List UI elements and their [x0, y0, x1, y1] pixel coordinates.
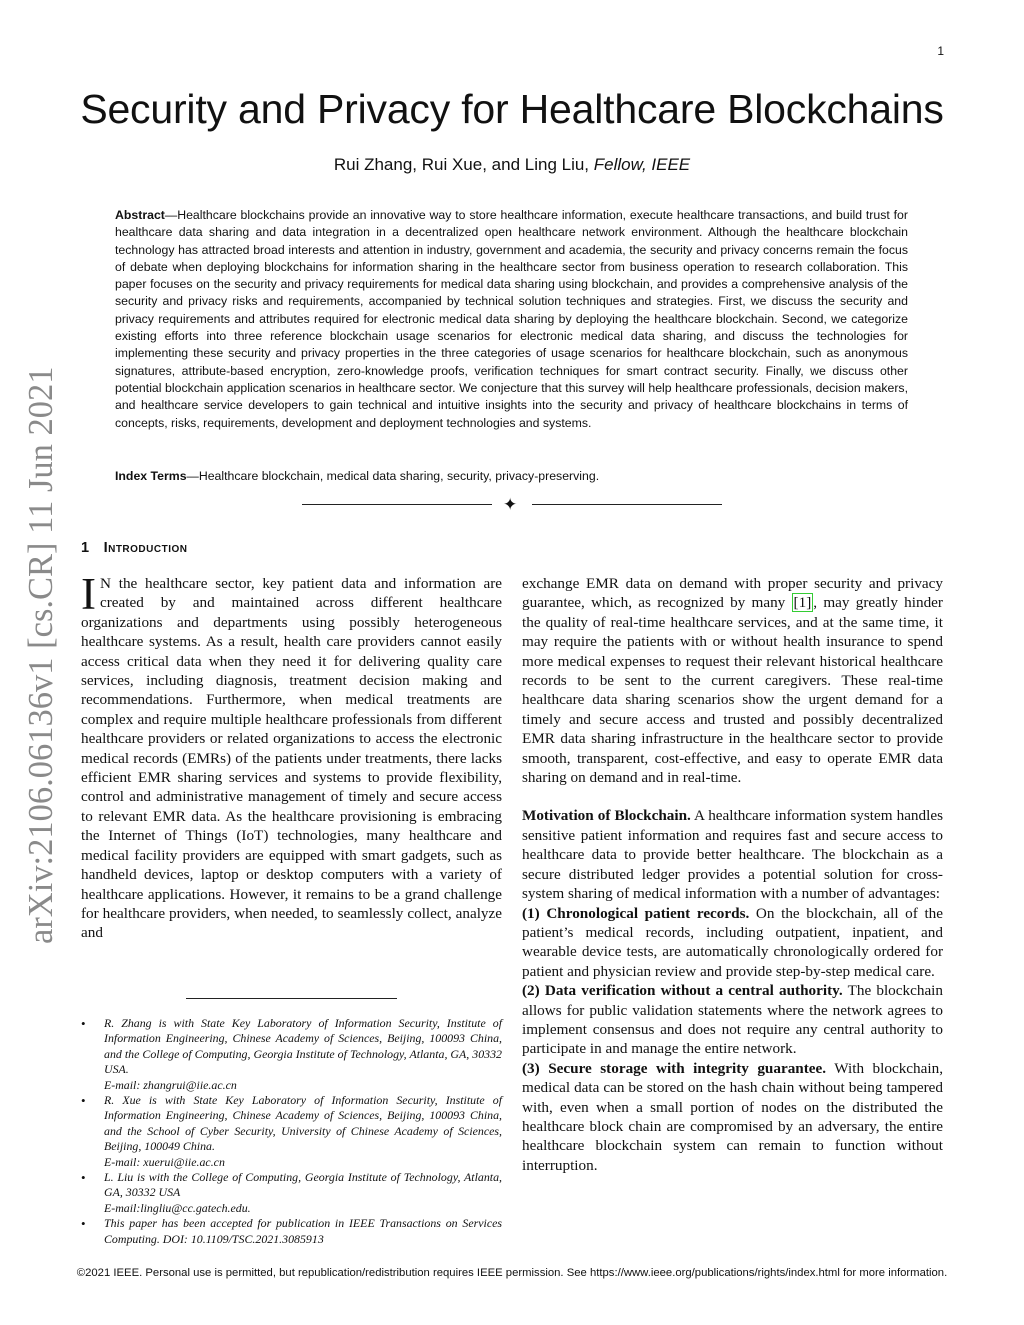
advantage-item [522, 981, 943, 1059]
footnote-text: This paper has been accepted for publication in IEEE Transactions on Services Computing. DOI: 10.1109/TSC.2021.3085913 [104, 1216, 502, 1246]
motivation-label: Motivation of Blockchain. [522, 807, 691, 825]
intro-right-text-a: exchange EMR data on demand with proper security and privacy guarantee, which, as recognized by many [522, 575, 943, 612]
divider-line-left [302, 504, 492, 505]
abstract [115, 207, 908, 432]
footnote-email: E-mail: xuerui@iie.ac.cn [104, 1154, 225, 1169]
intro-left-text: N the healthcare sector, key patient data and information are created by and maintained across different healthcare organizations and departments using possibly heterogeneous healthcare systems. As a result, health care providers cannot easily access critical data when they need it for delivering quality care services, including diagnosis, treatment decision making and recommendations. Furthermore, when medical treatments are complex and require multiple healthcare professionals from different healthcare providers or related organizations to access the electronic medical records (EMRs) of the patients under treatments, there lacks efficient EMR sharing services and systems to provide flexibility, control and administrative management of timely and secure access to relevant EMR data. As the healthcare provisioning is embracing the Internet of Things (IoT) technologies, many healthcare and medical facility providers are equipped with smart gadgets, such as handheld devices, laptop or desktop computers with a variety of healthcare applications. However, it remains to be a grand challenge for healthcare providers, when needed, to seamlessly collect, analyze and [81, 575, 502, 942]
footnote-item [81, 1216, 502, 1247]
index-terms-label: Index Terms [115, 469, 187, 483]
page-number: 1 [937, 44, 944, 58]
footnote-email: E-mail:lingliu@cc.gatech.edu. [104, 1200, 251, 1215]
arxiv-stamp: arXiv:2106.06136v1 [cs.CR] 11 Jun 2021 [22, 366, 60, 944]
index-terms [115, 469, 908, 483]
paragraph-gap [522, 787, 943, 806]
footnotes [81, 1016, 502, 1247]
intro-right-text-b: , may greatly hinder the quality of real-time healthcare services, and at the same time, it may require the patients with or without health insurance to spend more medical expenses to request their relevant historical healthcare records to be sent to the current caregivers. These real-time healthcare data sharing scenarios show the urgent demand for a timely and secure access and trusted and possibly decentralized EMR data sharing infrastructure in the healthcare sector to provide smooth, transparent, cost-effective, and easy to operate EMR data sharing on demand and in real-time. [522, 594, 943, 787]
footnote-item [81, 1093, 502, 1170]
author-role: Fellow, IEEE [593, 155, 691, 174]
divider-diamond-icon: ✦ [503, 495, 518, 514]
advantage-text: The blockchain allows for public validation statements where the network agrees to implement consensus and does not require any central authority to participate in and manage the entire network. [522, 982, 943, 1058]
footnote-item [81, 1170, 502, 1216]
intro-right-column [522, 574, 943, 1175]
drop-cap: I [81, 569, 96, 619]
section-divider [302, 496, 722, 514]
advantage-text: On the blockchain, all of the patient’s medical records, including outpatient, inpatient, and wearable device tests, are automatically chronologically ordered for patient and physician review and provide step-by-step medical care. [522, 904, 943, 980]
motivation-text: A healthcare information system handles sensitive patient information and requires fast and secure access to healthcare data to provide better healthcare. The blockchain as a secure distributed ledger provides a potential solution for cross-system sharing of medical information with a number of advantages: [522, 807, 943, 903]
advantage-item [522, 904, 943, 982]
bullet-icon: • [81, 1016, 86, 1031]
author-names: Rui Zhang, Rui Xue, and Ling Liu, [333, 155, 590, 174]
divider-line-right [532, 504, 722, 505]
intro-paragraph [81, 569, 502, 943]
bullet-icon: • [81, 1093, 86, 1109]
bullet-icon: • [81, 1170, 86, 1186]
footnote-text: R. Zhang is with State Key Laboratory of Information Security, Institute of Information Engineering, Chinese Academy of Sciences, Beijing, 100093 China, and the College of Computing, Georgia Institute of Technology, Atlanta, GA, 30332 USA. [104, 1016, 502, 1077]
paper-title: Security and Privacy for Healthcare Blockchains [80, 86, 944, 132]
copyright-notice: ©2021 IEEE. Personal use is permitted, but republication/redistribution requires IEEE permission. See https://www.ieee.org/publications/rights/index.html for more information. [76, 1267, 948, 1279]
abstract-label: Abstract [115, 208, 165, 222]
motivation-paragraph [522, 806, 943, 903]
citation-link[interactable]: [1] [793, 594, 812, 612]
bullet-icon: • [81, 1216, 86, 1232]
intro-left-column [81, 569, 502, 943]
section-number: 1 [81, 540, 90, 556]
advantage-label: (1) Chronological patient records. [522, 904, 750, 922]
intro-continuation [522, 574, 943, 787]
footnote-text: L. Liu is with the College of Computing, Georgia Institute of Technology, Atlanta, GA, 30332 USA [104, 1170, 502, 1200]
advantage-text: With blockchain, medical data can be stored on the hash chain without being tampered with, even when a small portion of nodes on the distributed the healthcare block chain are compromised by an adversary, the entire healthcare blockchain system can remain to function without interruption. [522, 1059, 943, 1174]
abstract-text: —Healthcare blockchains provide an innovative way to store healthcare information, execute healthcare transactions, and build trust for healthcare data sharing and data integration in a decentralized open healthcare network environment. Although the healthcare blockchain technology has attracted broad interests and attention in industry, government and academia, the security and privacy concerns remain the focus of debate when deploying blockchains for information sharing in the healthcare sector from business operation to research collaboration. This paper focuses on the security and privacy requirements for medical data sharing using blockchain, and provides a comprehensive analysis of the security and privacy risks and requirements, accompanied by technical solution techniques and strategies. First, we discuss the security and privacy requirements and attributes required for electronic medical data sharing by deploying the healthcare blockchain. Second, we categorize existing efforts into three reference blockchain usage scenarios for electronic medical data sharing, and discuss the technologies for implementing these security and privacy properties in the three categories of usage scenarios for healthcare blockchain, such as anonymous signatures, attribute-based encryption, zero-knowledge proofs, verification techniques for smart contract security. Finally, we discuss other potential blockchain application scenarios in healthcare sector. We conjecture that this survey will help healthcare professionals, decision makers, and healthcare service developers to gain technical and intuitive insights into the security and privacy of healthcare blockchains in terms of concepts, risks, requirements, development and deployment technologies and systems. [115, 208, 908, 430]
footnote-text: R. Xue is with State Key Laboratory of Information Security, Institute of Information Engineering, Chinese Academy of Sciences, Beijing, 100093 China, and the School of Cyber Security, University of Chinese Academy of Sciences, Beijing, 100049 China. [104, 1093, 502, 1154]
footnote-item [81, 1016, 502, 1093]
advantage-item [522, 1059, 943, 1175]
footnote-email: E-mail: zhangrui@iie.ac.cn [104, 1077, 237, 1092]
section-title: Introduction [103, 540, 188, 556]
author-line [0, 155, 1024, 175]
index-terms-text: —Healthcare blockchain, medical data sharing, security, privacy-preserving. [186, 469, 600, 483]
advantage-label: (3) Secure storage with integrity guarantee. [522, 1059, 827, 1077]
advantage-label: (2) Data verification without a central authority. [522, 982, 843, 1000]
section-heading [81, 540, 188, 556]
footnote-rule [186, 998, 397, 999]
